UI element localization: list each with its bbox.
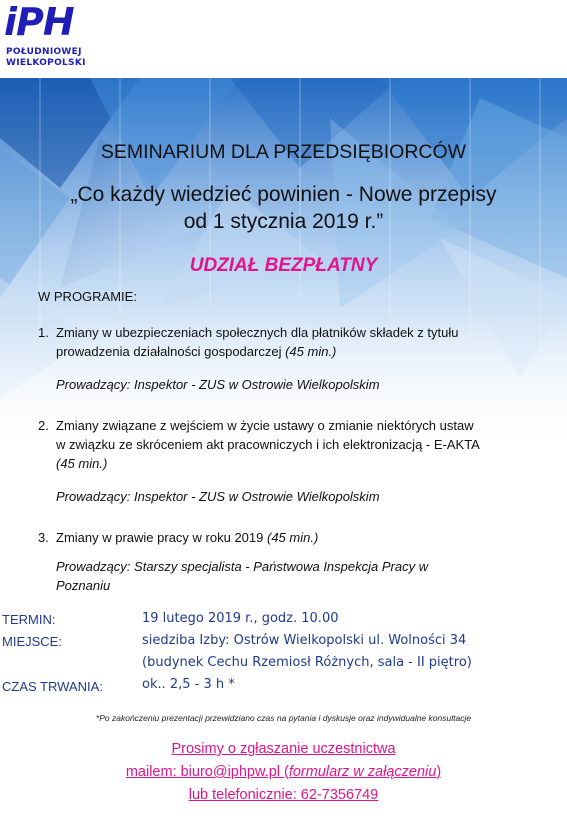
miejsce-label: MIEJSCE: bbox=[2, 634, 62, 649]
cta-line-1: Prosimy o zgłaszanie uczestnictwa bbox=[171, 741, 396, 757]
footnote: *Po zakończeniu prezentacji przewidziano czas na pytania i dyskusje oraz indywidualne konsultacje bbox=[95, 713, 472, 723]
item-text-line-1: Zmiany związane z wejściem w życie ustawy o zmianie niektórych ustaw bbox=[56, 418, 474, 433]
logo-mark: iPH bbox=[4, 0, 74, 44]
item-duration: (45 min.) bbox=[266, 530, 319, 545]
item-text: Zmiany w prawie pracy w roku 2019 bbox=[56, 530, 264, 545]
subtitle-line-1: „Co każdy wiedzieć powinien - Nowe przepisy bbox=[70, 183, 497, 206]
czas-label: CZAS TRWANIA: bbox=[2, 679, 103, 694]
item-text-line-1 bbox=[38, 528, 553, 547]
cta-email-line[interactable] bbox=[0, 764, 567, 780]
logo-line-2: WIELKOPOLSKI bbox=[6, 58, 86, 68]
item-duration: (45 min.) bbox=[56, 456, 108, 471]
seminar-title: SEMINARIUM DLA PRZEDSIĘBIORCÓW bbox=[100, 141, 467, 163]
presenter-line-2: Poznaniu bbox=[56, 578, 111, 593]
program-label: W PROGRAMIE: bbox=[38, 289, 137, 304]
cta-phone-line[interactable]: lub telefonicznie: 62-7356749 bbox=[188, 787, 379, 803]
termin-value: 19 lutego 2019 r., godz. 10.00 bbox=[142, 611, 339, 626]
item-1-presenter: Prowadzący: Inspektor - ZUS w Ostrowie Wielkopolskim bbox=[56, 377, 380, 392]
miejsce-value-line-1: siedziba Izby: Ostrów Wielkopolski ul. Wolności 34 bbox=[142, 633, 467, 648]
cta-email-close: ) bbox=[436, 764, 442, 780]
program-item-3 bbox=[38, 528, 553, 547]
cta-email-text[interactable]: mailem: biuro@iphpw.pl ( bbox=[125, 764, 289, 780]
item-text-line-1: Zmiany w ubezpieczeniach społecznych dla płatników składek z tytułu bbox=[56, 325, 459, 340]
miejsce-value-line-2: (budynek Cechu Rzemiosł Różnych, sala - II piętro) bbox=[142, 655, 472, 670]
item-text-line-2 bbox=[38, 342, 553, 361]
cta-form-text[interactable]: formularz w załączeniu bbox=[288, 764, 437, 780]
program-item-2 bbox=[38, 416, 553, 473]
item-3-presenter bbox=[56, 557, 546, 595]
presenter-line-1: Prowadzący: Starszy specjalista - Państwowa Inspekcja Pracy w bbox=[56, 559, 429, 574]
item-text-line-2: w związku ze skróceniem akt pracowniczych i ich elektronizacją - E-AKTA bbox=[56, 437, 480, 452]
seminar-subtitle bbox=[0, 181, 567, 235]
subtitle-line-2: od 1 stycznia 2019 r.” bbox=[183, 210, 384, 233]
item-number: 1. bbox=[38, 325, 49, 340]
termin-label: TERMIN: bbox=[2, 612, 56, 627]
logo-line-1: POŁUDNIOWEJ bbox=[6, 47, 82, 57]
program-item-1 bbox=[38, 323, 553, 361]
czas-value: ok.. 2,5 - 3 h * bbox=[142, 677, 235, 692]
item-2-presenter: Prowadzący: Inspektor - ZUS w Ostrowie Wielkopolskim bbox=[56, 489, 380, 504]
free-participation-label: UDZIAŁ BEZPŁATNY bbox=[189, 255, 378, 276]
item-text: prowadzenia działalności gospodarczej bbox=[56, 344, 282, 359]
iph-logo bbox=[4, 2, 116, 70]
item-duration: (45 min.) bbox=[285, 344, 337, 359]
item-number: 2. bbox=[38, 418, 49, 433]
item-number: 3. bbox=[38, 530, 49, 545]
